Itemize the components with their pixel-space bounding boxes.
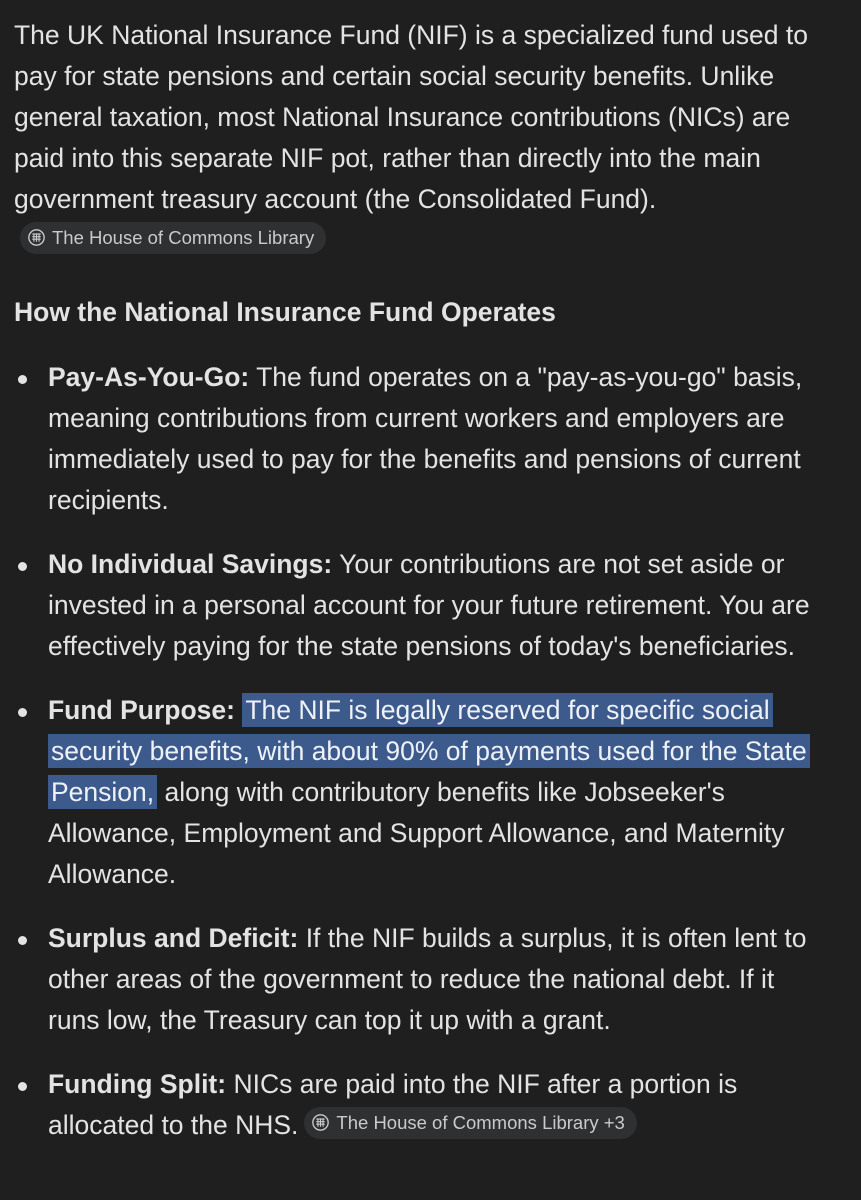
list-item [14,690,833,895]
bullet-term: No Individual Savings: [48,549,333,579]
source-chip-label: The House of Commons Library [52,226,315,248]
list-item [14,918,833,1041]
bullet-text: Your contributions are not set aside or invested in a personal account for your future retirement. You are effectively paying for the state pensions of today's beneficiaries. [48,549,810,661]
source-chip-commons-library[interactable] [20,222,326,254]
portcullis-icon [312,1114,329,1131]
section-heading: How the National Insurance Fund Operates [14,297,556,327]
bullet-term: Fund Purpose: [48,695,235,725]
bullet-text: If the NIF builds a surplus, it is often lent to other areas of the government to reduce the national debt. If it runs low, the Treasury can top it up with a grant. [48,923,807,1035]
portcullis-icon [28,229,45,246]
list-item [14,1064,833,1146]
bullet-text: NICs are paid into the NIF after a portion is allocated to the NHS. [48,1069,738,1140]
bullet-list [14,357,833,1146]
bullet-term: Pay-As-You-Go: [48,362,250,392]
list-item [14,544,833,667]
intro-text: The UK National Insurance Fund (NIF) is a specialized fund used to pay for state pensions and certain social security benefits. Unlike general taxation, most National Insurance contributions (NICs) are paid into this separate NIF pot, rather than directly into the main government treasury account (the Consolidated Fund). [14,20,808,214]
bullet-text: The fund operates on a "pay-as-you-go" basis, meaning contributions from current workers and employers are immediately used to pay for the benefits and pensions of current recipients. [48,362,803,515]
highlighted-selection[interactable]: The NIF is legally reserved for specific social security benefits, with about 90% of payments used for the State Pension, [48,693,810,809]
intro-paragraph [14,15,833,261]
bullet-text: along with contributory benefits like Jobseeker's Allowance, Employment and Support Allowance, and Maternity Allowance. [48,777,785,889]
bullet-term: Funding Split: [48,1069,227,1099]
list-item [14,357,833,521]
bullet-term: Surplus and Deficit: [48,923,299,953]
source-chip-commons-library-more[interactable] [304,1107,636,1139]
source-chip-label: The House of Commons Library +3 [336,1111,625,1133]
